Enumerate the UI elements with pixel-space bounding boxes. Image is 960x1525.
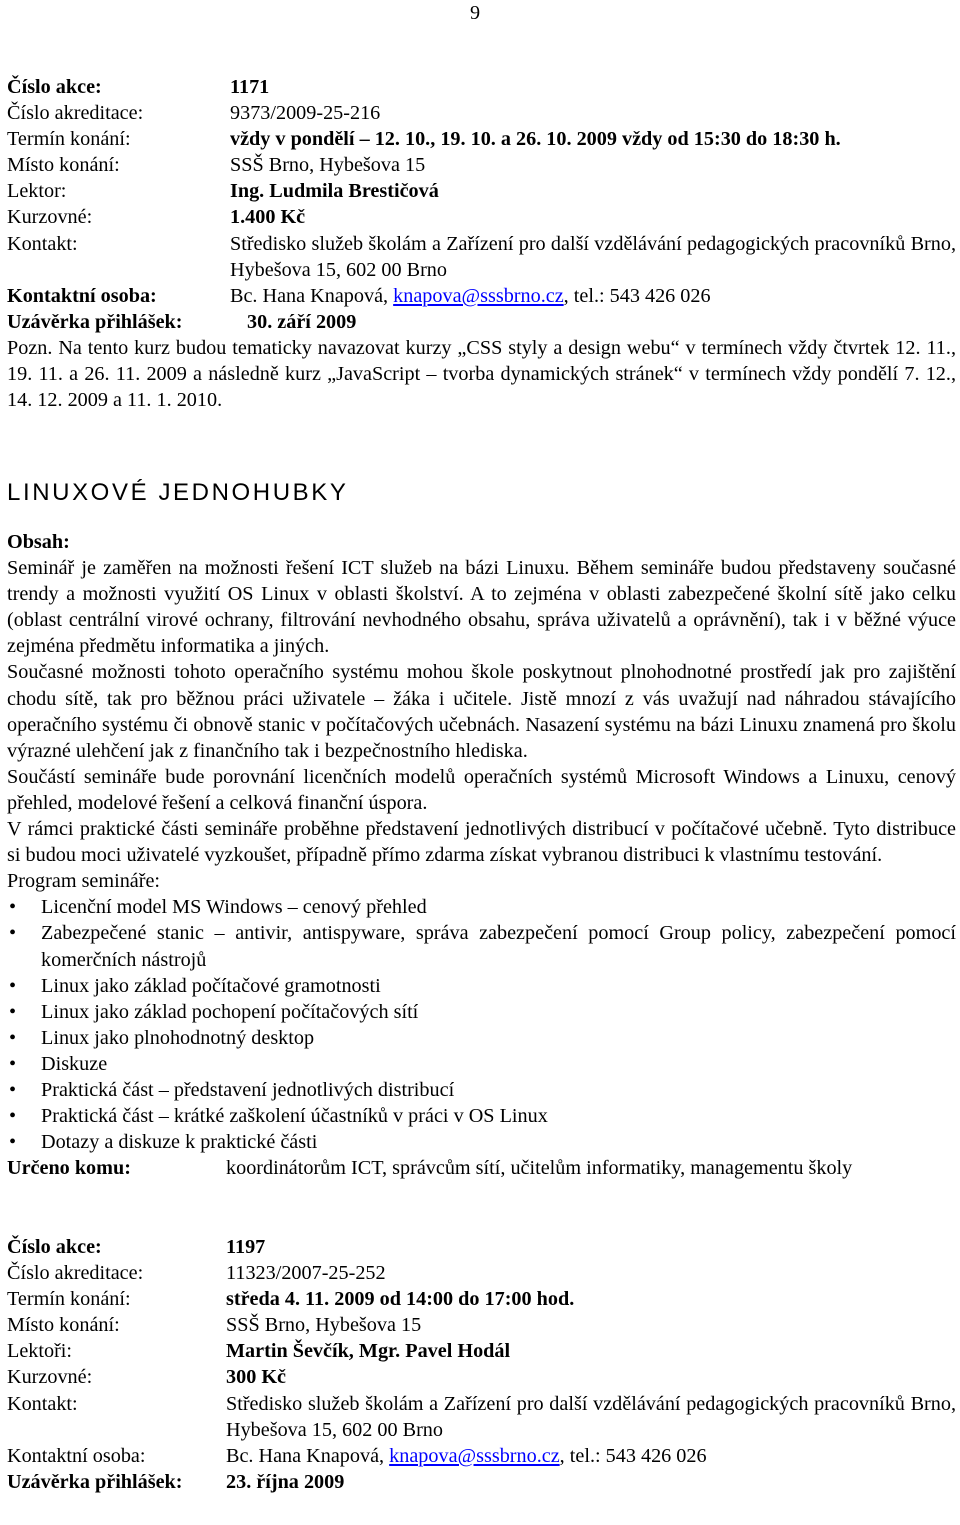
accreditation-label: Číslo akreditace: [7, 102, 144, 125]
list-item: • Dotazy a diskuze k praktické části [7, 1129, 956, 1155]
target-audience-value: koordinátorům ICT, správcům sítí, učitelům informatiky, managementu školy [226, 1157, 853, 1180]
date-label: Termín konání: [7, 1288, 131, 1311]
list-item: • Linux jako základ počítačové gramotnosti [7, 973, 956, 999]
list-item: • Linux jako základ pochopení počítačových sítí [7, 999, 956, 1025]
fee-label: Kurzovné: [7, 1366, 93, 1389]
contact-email-link[interactable]: knapova@sssbrno.cz [393, 284, 564, 307]
content-heading: Obsah: [7, 531, 70, 553]
accreditation-value: 11323/2007-25-252 [226, 1262, 386, 1285]
list-item: • Linux jako plnohodnotný desktop [7, 1025, 956, 1051]
contact-label: Kontakt: [7, 1392, 78, 1415]
course-title: LINUXOVÉ JEDNOHUBKY [7, 479, 349, 506]
action-number-label: Číslo akce: [7, 1236, 102, 1258]
bullet-icon: • [9, 1105, 17, 1128]
lecturer-value: Martin Ševčík, Mgr. Pavel Hodál [226, 1340, 511, 1363]
paragraph: Seminář je zaměřen na možnosti řešení ICT služeb na bázi Linuxu. Během semináře budou představeny současné trendy a možnosti využití OS Linux v oblasti školství. A to zejména v oblasti zabezpečené školní sítě jako celku (oblast centrální virové ochrany, filtrování nevhodného obsahu, správa uživatelů a oprávnění), tak i v běžné výuce zejména předmětu informatika a jiných. [7, 557, 956, 658]
venue-label: Místo konání: [7, 1314, 120, 1337]
contact-phone: , tel.: 543 426 026 [559, 1444, 707, 1467]
action-number-value: 1171 [230, 76, 270, 98]
list-item: • Praktická část – krátké zaškolení účastníků v práci v OS Linux [7, 1103, 956, 1129]
date-row [7, 1286, 956, 1312]
bullet-icon: • [9, 974, 17, 997]
course-content [7, 529, 956, 1181]
lecturer-label: Lektoři: [7, 1340, 73, 1363]
venue-value: SSŠ Brno, Hybešova 15 [230, 154, 426, 177]
bullet-icon: • [9, 1026, 17, 1049]
contact-person-label: Kontaktní osoba: [7, 1444, 146, 1467]
action-number-row [7, 74, 956, 100]
fee-value: 1.400 Kč [230, 206, 306, 229]
page-number: 9 [470, 2, 481, 24]
contact-phone: , tel.: 543 426 026 [563, 284, 711, 307]
target-audience-label: Určeno komu: [7, 1157, 131, 1180]
contact-person-value [226, 1443, 956, 1469]
venue-label: Místo konání: [7, 154, 120, 177]
deadline-row [7, 1469, 956, 1495]
bullet-icon: • [9, 1000, 17, 1023]
contact-row [7, 231, 956, 283]
target-audience-row [7, 1155, 956, 1181]
course-note: Pozn. Na tento kurz budou tematicky navazovat kurzy „CSS styly a design webu“ v termínech vždy čtvrtek 12. 11., 19. 11. a 26. 11. 2009 a následně kurz „JavaScript – tvorba dynamických stránek“ v termínech vždy pondělí 7. 12., 14. 12. 2009 a 11. 1. 2010. [7, 336, 956, 412]
bullet-icon: • [9, 896, 17, 919]
fee-row [7, 1364, 956, 1390]
paragraph: V rámci praktické části semináře proběhne představení jednotlivých distribucí v počítačové učebně. Tyto distribuce si budou moci uživatelé vyzkoušet, případně přímo zdarma získat vybranou distribuci k vlastnímu testování. [7, 818, 956, 867]
date-label: Termín konání: [7, 128, 131, 151]
contact-person-label: Kontaktní osoba: [7, 284, 157, 307]
deadline-label: Uzávěrka přihlášek: [7, 1470, 183, 1493]
program-heading: Program semináře: [7, 870, 161, 893]
lecturer-label: Lektor: [7, 180, 67, 203]
action-number-row [7, 1234, 956, 1260]
list-item: • Diskuze [7, 1051, 956, 1077]
venue-value: SSŠ Brno, Hybešova 15 [226, 1314, 422, 1337]
event-details-1 [7, 74, 956, 413]
list-item: • Licenční model MS Windows – cenový přehled [7, 894, 956, 920]
date-row [7, 126, 956, 152]
contact-label: Kontakt: [7, 232, 78, 255]
deadline-value: 23. října 2009 [226, 1470, 345, 1493]
date-value: vždy v pondělí – 12. 10., 19. 10. a 26. 10. 2009 vždy od 15:30 do 18:30 h. [230, 128, 841, 151]
contact-person-row [7, 283, 956, 309]
lecturer-row [7, 178, 956, 204]
contact-person-value [230, 283, 956, 309]
bullet-icon: • [9, 922, 17, 945]
accreditation-row [7, 1260, 956, 1286]
venue-row [7, 1312, 956, 1338]
contact-person-row [7, 1443, 956, 1469]
lecturer-value: Ing. Ludmila Brestičová [230, 180, 439, 203]
list-item: • Zabezpečené stanic – antivir, antispyware, správa zabezpečení pomocí Group policy, zabezpečení pomocí komerčních nástrojů [9, 922, 956, 971]
action-number-value: 1197 [226, 1236, 266, 1258]
date-value: středa 4. 11. 2009 od 14:00 do 17:00 hod. [226, 1288, 575, 1311]
accreditation-label: Číslo akreditace: [7, 1262, 144, 1285]
accreditation-value: 9373/2009-25-216 [230, 102, 381, 125]
deadline-value: 30. září 2009 [247, 310, 357, 333]
event-details-2 [7, 1234, 956, 1495]
paragraph: Součástí semináře bude porovnání licenčních modelů operačních systémů Microsoft Windows a Linuxu, cenový přehled, modelové řešení a celková finanční úspora. [7, 765, 956, 814]
deadline-row [7, 309, 956, 335]
contact-person-name: Bc. Hana Knapová, [230, 284, 389, 307]
contact-value: Středisko služeb školám a Zařízení pro další vzdělávání pedagogických pracovníků Brno, Hybešova 15, 602 00 Brno [230, 232, 956, 281]
bullet-icon: • [9, 1131, 17, 1154]
contact-person-name: Bc. Hana Knapová, [226, 1444, 385, 1467]
fee-label: Kurzovné: [7, 206, 93, 229]
fee-value: 300 Kč [226, 1366, 286, 1389]
lecturer-row [7, 1338, 956, 1364]
list-item: • Praktická část – představení jednotlivých distribucí [7, 1077, 956, 1103]
contact-row [7, 1391, 956, 1443]
contact-email-link[interactable]: knapova@sssbrno.cz [389, 1444, 560, 1467]
venue-row [7, 152, 956, 178]
action-number-label: Číslo akce: [7, 76, 102, 98]
deadline-label: Uzávěrka přihlášek: [7, 310, 183, 333]
bullet-icon: • [9, 1078, 17, 1101]
bullet-icon: • [9, 1052, 17, 1075]
paragraph: Současné možnosti tohoto operačního systému mohou škole poskytnout plnohodnotné prostředí jak pro zajištění chodu sítě, tak pro běžnou práci uživatele – žáka i učitele. Jistě mnozí z vás uvažují nad náhradou stávajícího operačního systému či obnově stanic v počítačových učebnách. Nasazení systému na bázi Linuxu znamená pro školu výrazné ulehčení jak z finančního tak i bezpečnostního hlediska. [7, 661, 956, 762]
accreditation-row [7, 100, 956, 126]
program-list [7, 894, 956, 1155]
fee-row [7, 204, 956, 230]
contact-value: Středisko služeb školám a Zařízení pro další vzdělávání pedagogických pracovníků Brno, Hybešova 15, 602 00 Brno [226, 1392, 956, 1441]
